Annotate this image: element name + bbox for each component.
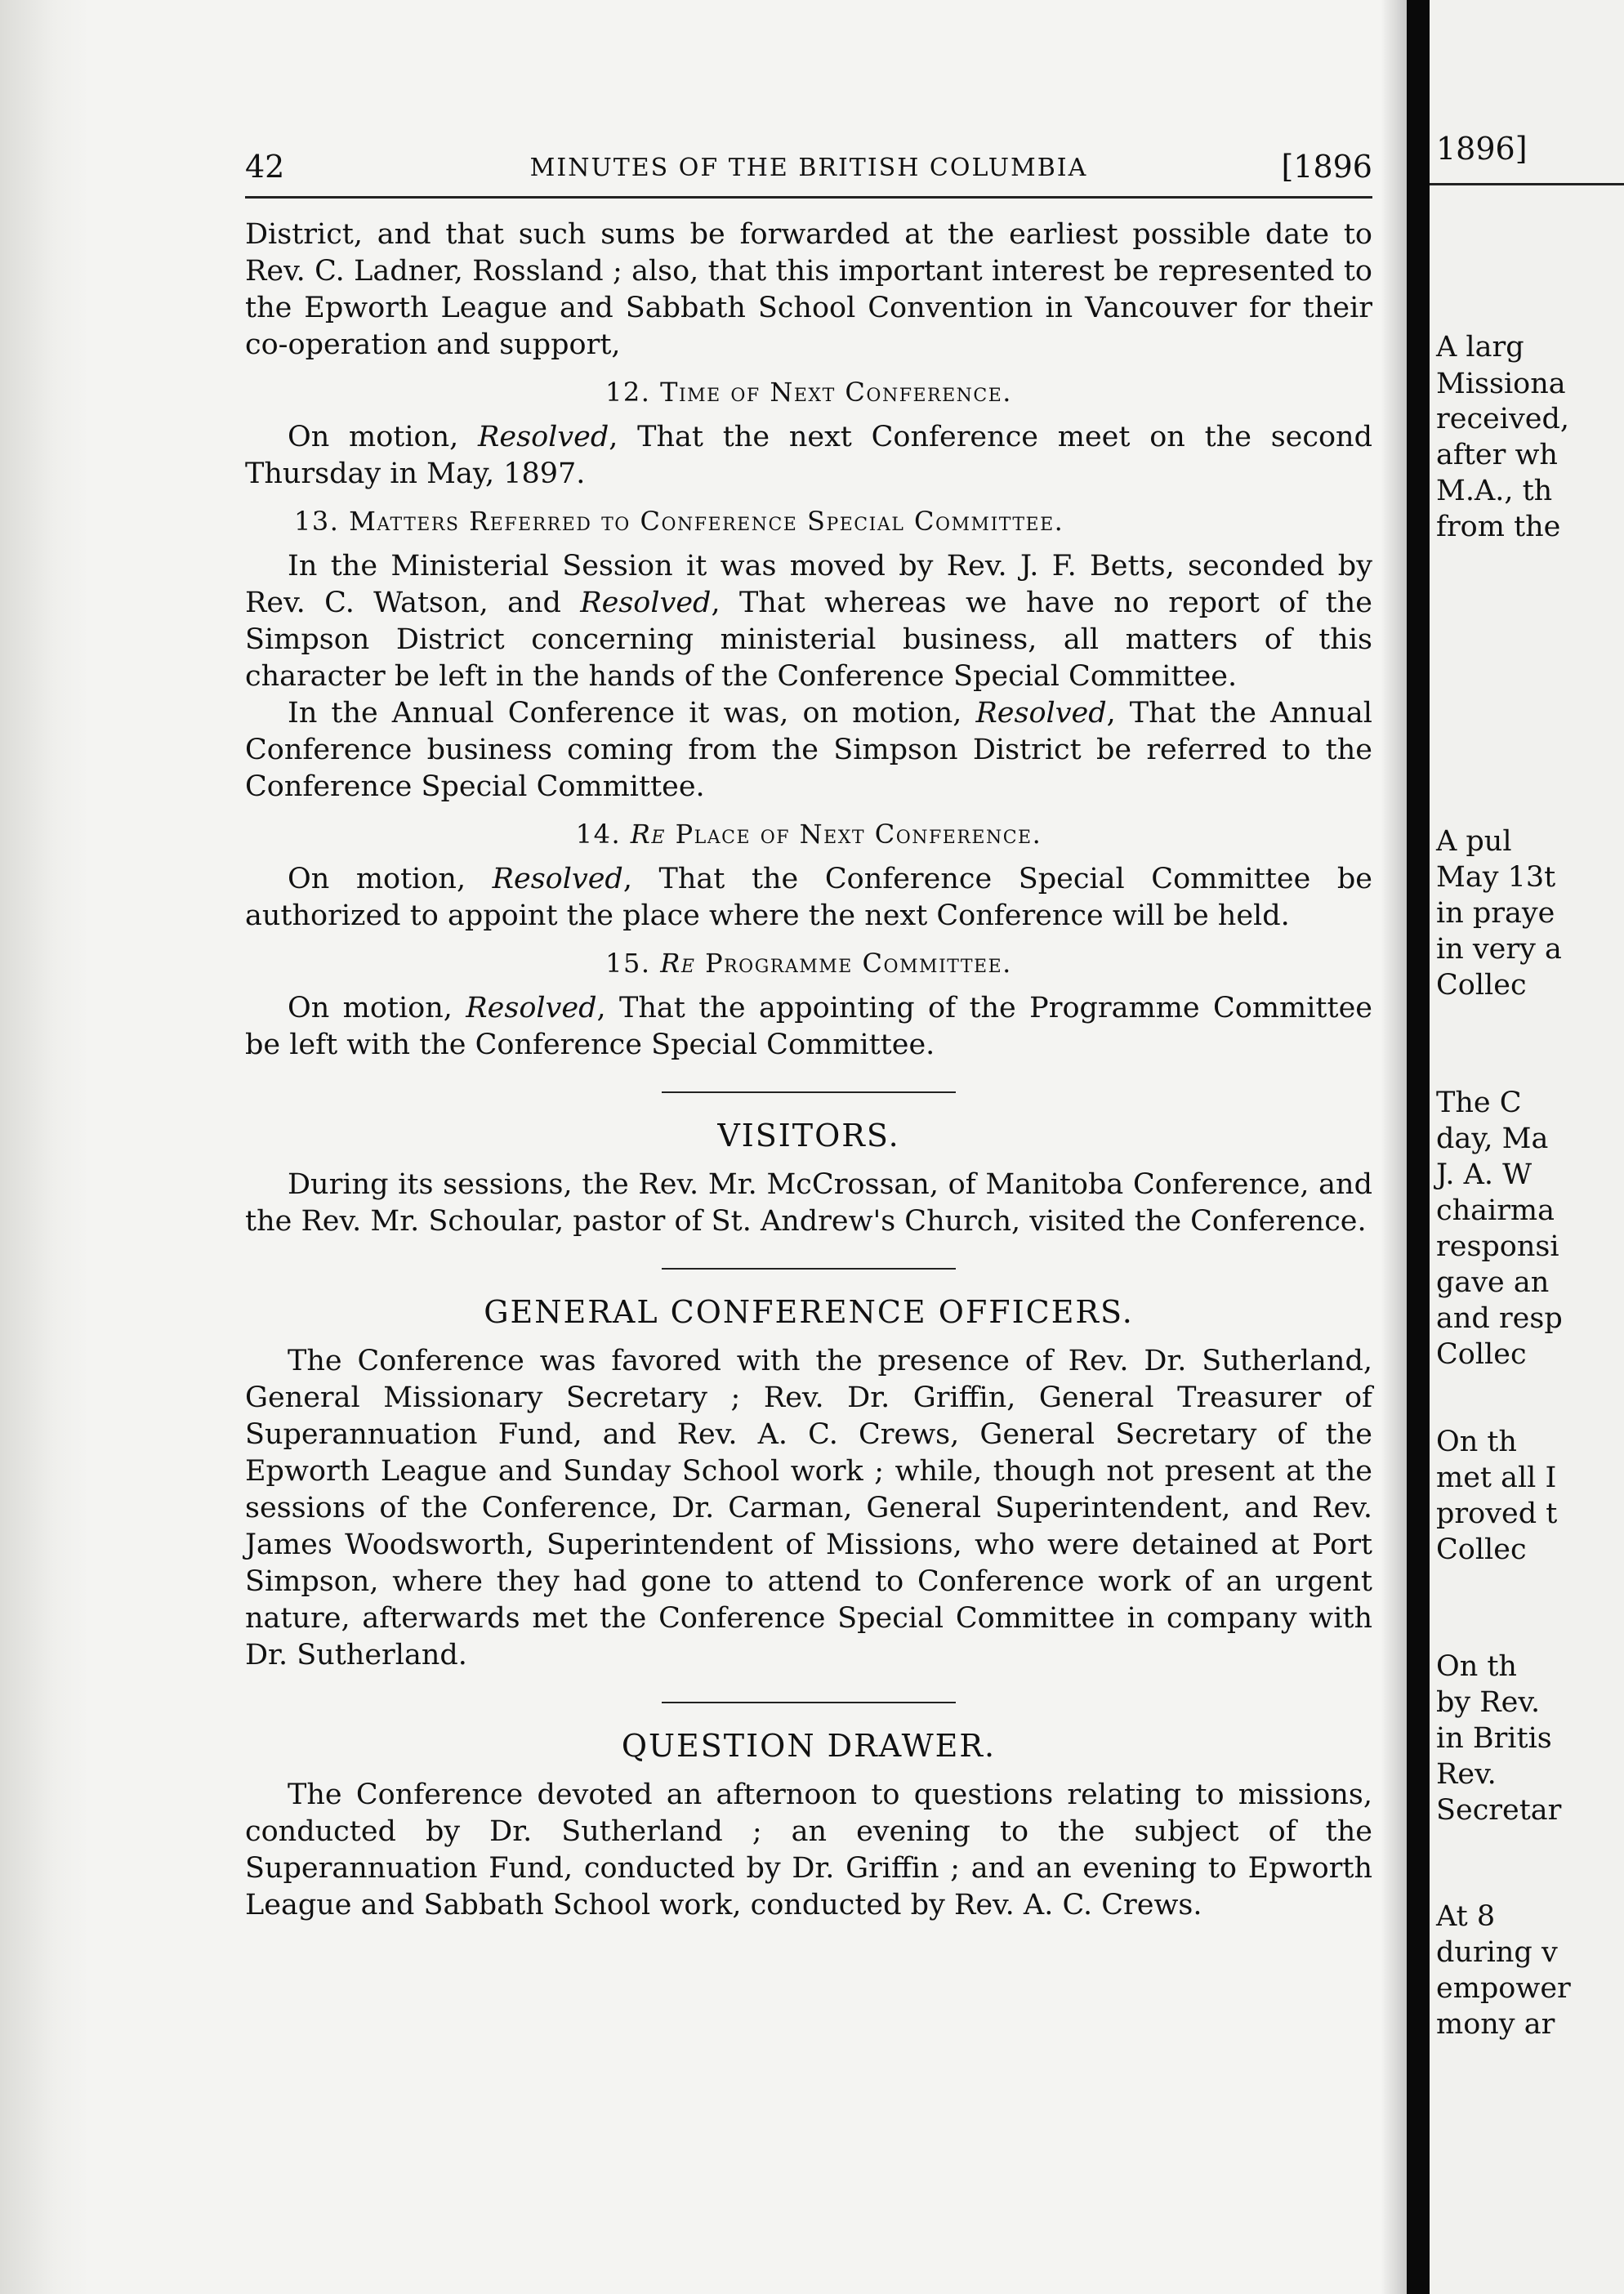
section-14-text: On motion, Resolved, That the Conference Special Committee be authorized to appoint the place where the next Conference will be held.	[245, 863, 1372, 932]
right-page-fragment: Collec	[1436, 1533, 1527, 1566]
section-13-heading: 13. Matters Referred to Conference Special Committee.	[294, 506, 1064, 537]
right-page-fragment: after wh	[1436, 439, 1558, 471]
right-page-fragment: met all I	[1436, 1462, 1557, 1494]
right-page-fragment: Collec	[1436, 969, 1527, 1002]
question-drawer-heading: QUESTION DRAWER.	[621, 1728, 997, 1764]
right-page-fragment: A pul	[1436, 825, 1512, 858]
right-page-fragment: Collec	[1436, 1338, 1527, 1371]
officers-heading: GENERAL CONFERENCE OFFICERS.	[484, 1294, 1134, 1330]
right-page-fragment: proved t	[1436, 1497, 1558, 1530]
visitors-text: During its sessions, the Rev. Mr. McCrossan, of Manitoba Conference, and the Rev. Mr. Schoular, pastor of St. Andrew's Church, visited the Conference.	[245, 1168, 1372, 1238]
section-13-text-2: In the Annual Conference it was, on motion, Resolved, That the Annual Conference business coming from the Simpson District be referred to the Conference Special Committee.	[245, 697, 1372, 803]
right-page-fragment: The C	[1436, 1087, 1522, 1119]
book-gutter	[1407, 0, 1430, 2294]
visitors-heading: VISITORS.	[717, 1118, 900, 1154]
right-page-fragment: by Rev.	[1436, 1686, 1541, 1719]
running-title: MINUTES OF THE BRITISH COLUMBIA	[529, 154, 1088, 182]
right-page-fragment: mony ar	[1436, 2008, 1555, 2041]
right-page-year: 1896]	[1436, 131, 1528, 167]
divider-rule	[662, 1091, 956, 1093]
right-page-fragment: On th	[1436, 1650, 1517, 1683]
section-12-text: On motion, Resolved, That the next Conference meet on the second Thursday in May, 1897.	[245, 421, 1373, 490]
right-page-fragment: in Britis	[1436, 1722, 1552, 1755]
right-page-rule	[1430, 183, 1624, 185]
gutter-shadow	[1381, 0, 1407, 2294]
section-13-text-1: In the Ministerial Session it was moved by Rev. J. F. Betts, seconded by Rev. C. Watson, and Resolved, That whereas we have no report of the Simpson District concerning ministerial business, all matters of this character be left in the hands of the Conference Special Committee.	[245, 550, 1372, 693]
section-15-heading: 15. Re Programme Committee.	[605, 948, 1012, 979]
section-12-heading: 12. Time of Next Conference.	[605, 377, 1012, 408]
section-15-text: On motion, Resolved, That the appointing of the Programme Committee be left with the Conference Special Committee.	[245, 992, 1372, 1061]
right-page-fragment: received,	[1436, 403, 1569, 435]
section-14-heading: 14. Re Place of Next Conference.	[575, 819, 1042, 850]
right-page-fragment: empower	[1436, 1972, 1571, 2005]
right-page-fragment: from the	[1436, 511, 1561, 543]
right-page-fragment: responsi	[1436, 1230, 1559, 1263]
page-number: 42	[245, 149, 285, 185]
question-drawer-text: The Conference devoted an afternoon to questions relating to missions, conducted by Dr. Sutherland ; an evening to the subject of the Superannuation Fund, conducted by Dr. Griffin ; and an evening to Epworth League and Sabbath School work, conducted by Rev. A. C. Crews.	[245, 1779, 1372, 1921]
right-page-fragment: May 13t	[1436, 861, 1556, 894]
running-year: [1896	[1281, 149, 1372, 185]
right-page-fragment: chairma	[1436, 1194, 1555, 1227]
right-page-fragment: in very a	[1436, 933, 1562, 966]
right-page-fragment: J. A. W	[1436, 1158, 1533, 1191]
intro-paragraph: District, and that such sums be forwarded at the earliest possible date to Rev. C. Ladner, Rossland ; also, that this important interest be represented to the Epworth League and Sabbath School Convention in Vancouver for their co-operation and support,	[245, 218, 1372, 361]
scan-edge	[0, 0, 90, 2294]
divider-rule	[662, 1702, 956, 1703]
right-page-fragment: At 8	[1436, 1900, 1496, 1933]
running-head	[245, 147, 1372, 199]
right-page-fragment: and resp	[1436, 1302, 1563, 1335]
right-page-fragment: gave an	[1436, 1266, 1550, 1299]
right-page-fragment: day, Ma	[1436, 1122, 1549, 1155]
right-page-fragment: Missiona	[1436, 368, 1566, 400]
divider-rule	[662, 1268, 956, 1270]
right-page-fragment: Secretar	[1436, 1794, 1562, 1827]
officers-text: The Conference was favored with the presence of Rev. Dr. Sutherland, General Missionary Secretary ; Rev. Dr. Griffin, General Treasurer of Superannuation Fund, and Rev. A. C. Crews, General Secretary of the Epworth League and Sunday School work ; while, though not present at the sessions of the Conference, Dr. Carman, General Superintendent, and Rev. James Woodsworth, Superintendent of Missions, who were detained at Port Simpson, where they had gone to attend to Conference work of an urgent nature, afterwards met the Conference Special Committee in company with Dr. Sutherland.	[245, 1345, 1372, 1671]
right-page-fragment: in praye	[1436, 897, 1555, 930]
right-page-fragment: Rev.	[1436, 1758, 1497, 1791]
right-page-fragment: during v	[1436, 1936, 1558, 1969]
right-page-fragment: A larg	[1436, 331, 1524, 364]
right-page-fragment: On th	[1436, 1426, 1517, 1458]
right-page	[1430, 0, 1624, 2294]
right-page-fragment: M.A., th	[1436, 475, 1553, 507]
left-page	[245, 147, 1372, 1924]
